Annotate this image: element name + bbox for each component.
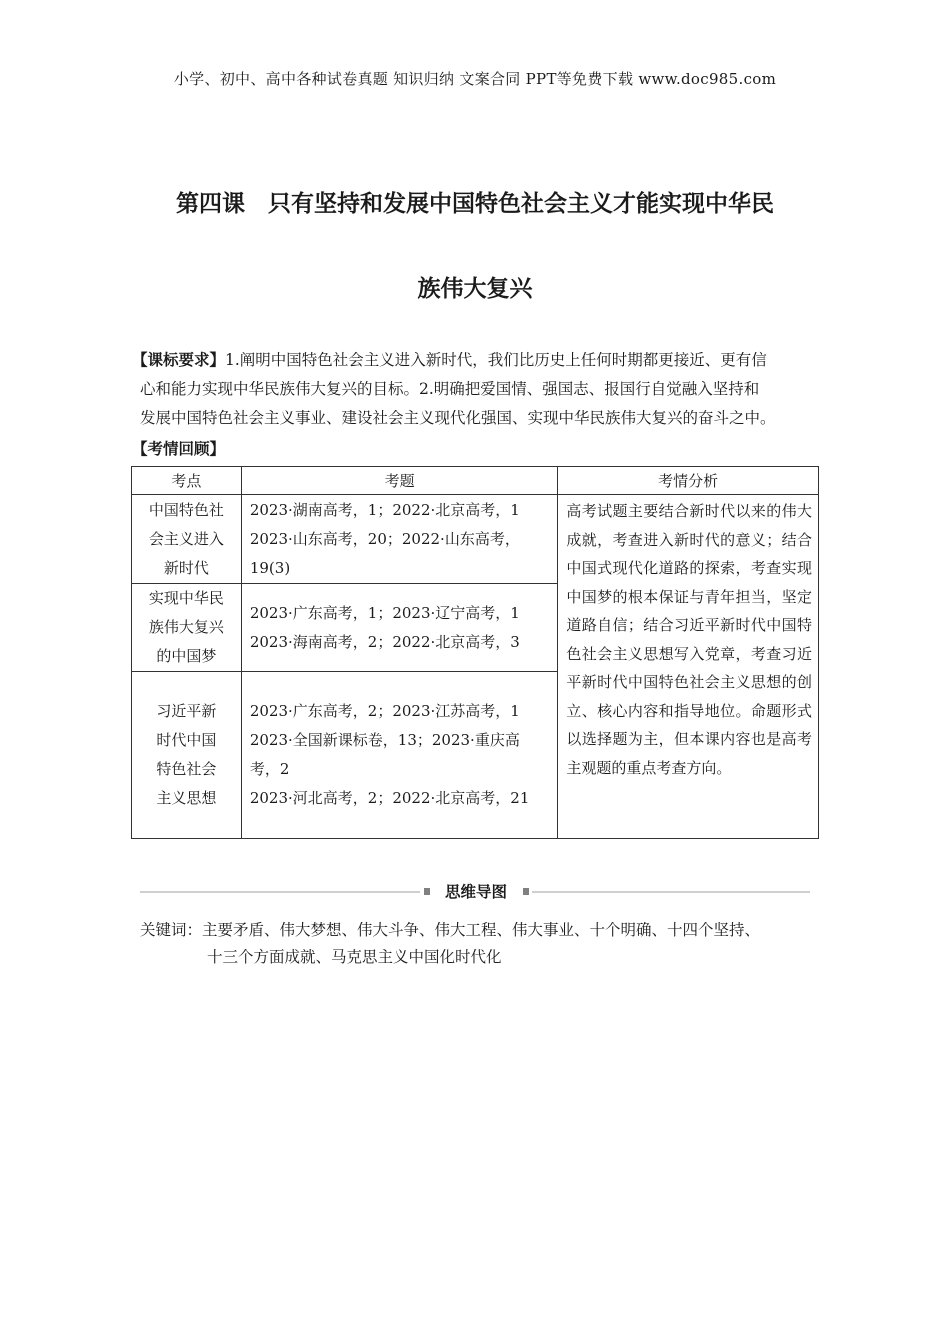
exam-items-cell: 2023·广东高考，2；2023·江苏高考，1 2023·全国新课标卷，13；2023·重庆高 考，2 2023·河北高考，2；2022·北京高考，21 [241, 672, 558, 839]
mindmap-heading: 思维导图 [444, 883, 507, 901]
requirements-tag: 【课标要求】 [132, 351, 226, 369]
requirements-line-2: 心和能力实现中华民族伟大复兴的目标。2.明确把爱国情、强国志、报国行自觉融入坚持和 [140, 380, 760, 398]
exam-point-cell: 实现中华民 族伟大复兴 的中国梦 [132, 584, 242, 672]
keywords-block [140, 917, 830, 971]
exam-items-cell: 2023·广东高考，1；2023·辽宁高考，1 2023·海南高考，2；2022·北京高考，3 [241, 584, 558, 672]
exam-analysis-cell: 高考试题主要结合新时代以来的伟大成就，考查进入新时代的意义；结合中国式现代化道路的探索，考查实现中国梦的根本保证与青年担当，坚定道路自信；结合习近平新时代中国特色社会主义思想写入党章，考查习近平新时代中国特色社会主义思想的创立、核心内容和指导地位。命题形式以选择题为主，但本课内容也是高考主观题的重点考查方向。 [558, 495, 819, 839]
table-row [132, 495, 819, 584]
mindmap-section-divider [140, 880, 810, 904]
requirements-line-3: 发展中国特色社会主义事业、建设社会主义现代化强国、实现中华民族伟大复兴的奋斗之中。 [140, 409, 776, 427]
divider-square-left [424, 888, 430, 895]
table-header-row [132, 467, 819, 495]
keywords-line-2: 十三个方面成就、马克思主义中国化时代化 [207, 948, 502, 966]
lesson-title-line-2: 族伟大复兴 [417, 276, 533, 302]
curriculum-requirements [132, 346, 832, 433]
header-exam-analysis: 考情分析 [558, 467, 819, 495]
exam-items-cell: 2023·湖南高考，1；2022·北京高考，1 2023·山东高考，20；2022·山东高考， 19(3) [241, 495, 558, 584]
exam-point-cell: 习近平新 时代中国 特色社会 主义思想 [132, 672, 242, 839]
page-header: 小学、初中、高中各种试卷真题 知识归纳 文案合同 PPT等免费下载 www.doc985.com [173, 70, 777, 88]
exam-point-cell: 中国特色社 会主义进入 新时代 [132, 495, 242, 584]
divider-line-left [140, 891, 420, 893]
lesson-title-line-1: 第四课 只有坚持和发展中国特色社会主义才能实现中华民 [176, 191, 774, 217]
header-exam-questions: 考题 [241, 467, 558, 495]
exam-review-table [131, 466, 819, 839]
divider-square-right [523, 888, 529, 895]
keywords-line-1: 关键词：主要矛盾、伟大梦想、伟大斗争、伟大工程、伟大事业、十个明确、十四个坚持、 [140, 921, 761, 939]
header-exam-point: 考点 [132, 467, 242, 495]
requirements-line-1: 1.阐明中国特色社会主义进入新时代，我们比历史上任何时期都更接近、更有信 [225, 351, 767, 369]
review-heading: 【考情回顾】 [132, 440, 226, 458]
divider-line-right [532, 891, 810, 893]
